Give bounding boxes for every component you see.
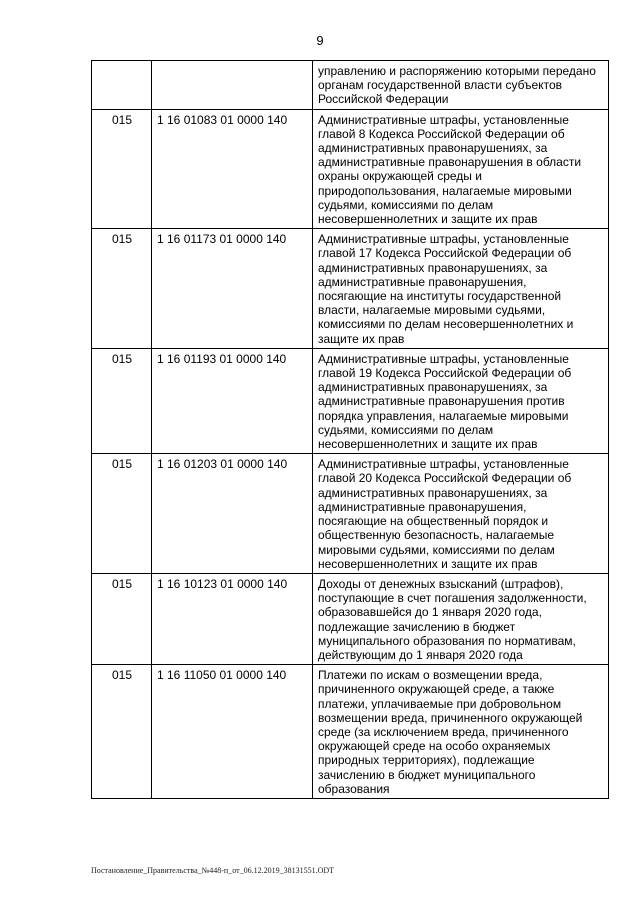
description-line: комиссиями по делам несовершеннолетних и xyxy=(318,317,574,332)
admin-code-cell: 015 xyxy=(92,454,152,574)
description-line: образовавшейся до 1 января 2020 года, xyxy=(318,605,542,620)
description-line: несовершеннолетних и защите их прав xyxy=(318,212,538,227)
document-footer: Постановление_Правительства_№448-п_от_06.12.2019_38131551.ODT xyxy=(91,866,335,875)
budget-classification-code-cell xyxy=(152,61,313,110)
description-line: несовершеннолетних и защите их прав xyxy=(318,556,538,571)
table-row xyxy=(92,61,609,110)
description-line: защите их прав xyxy=(318,331,405,346)
description-line: Доходы от денежных взысканий (штрафов), xyxy=(318,576,564,591)
admin-code-cell: 015 xyxy=(92,109,152,229)
description-line: административных правонарушениях, за xyxy=(318,141,548,156)
table-row xyxy=(92,573,609,664)
description-line: Российской Федерации xyxy=(318,92,449,107)
description-line: Административные штрафы, установленные xyxy=(318,351,569,366)
admin-code-cell: 015 xyxy=(92,229,152,349)
budget-classification-code-cell: 1 16 11050 01 0000 140 xyxy=(152,665,313,799)
table-row xyxy=(92,109,609,229)
description-line: несовершеннолетних и защите их прав xyxy=(318,437,538,452)
revenue-description-cell xyxy=(313,61,609,110)
revenue-description-cell xyxy=(313,109,609,229)
admin-code-cell: 015 xyxy=(92,665,152,799)
budget-classification-code-cell: 1 16 10123 01 0000 140 xyxy=(152,573,313,664)
budget-classification-code-cell: 1 16 01203 01 0000 140 xyxy=(152,454,313,574)
budget-classification-code-cell: 1 16 01083 01 0000 140 xyxy=(152,109,313,229)
description-line: административные правонарушения, xyxy=(318,499,527,514)
description-line: судьями, комиссиями по делам xyxy=(318,422,494,437)
description-line: управлению и распоряжению которыми передано xyxy=(318,64,596,78)
description-line: зачислению в бюджет муниципального xyxy=(318,767,536,782)
description-line: власти, налагаемые мировыми судьями, xyxy=(318,303,546,318)
description-line: Административные штрафы, установленные xyxy=(318,112,569,127)
description-line: административные правонарушения в области xyxy=(318,155,582,170)
description-line: административные правонарушения против xyxy=(318,394,565,409)
description-line: общественную безопасность, налагаемые xyxy=(318,528,555,543)
revenue-description-cell xyxy=(313,665,609,799)
description-line: Административные штрафы, установленные xyxy=(318,232,569,247)
description-line: посягающие на общественный порядок и xyxy=(318,514,549,529)
description-line: главой 19 Кодекса Российской Федерации об xyxy=(318,366,572,381)
description-line: судьями, комиссиями по делам xyxy=(318,197,494,212)
description-line: административных правонарушениях, за xyxy=(318,380,548,395)
description-line: образования xyxy=(318,781,390,796)
table-row xyxy=(92,454,609,574)
revenue-description-cell xyxy=(313,454,609,574)
table-row xyxy=(92,348,609,453)
description-line: административные правонарушения, xyxy=(318,274,527,289)
revenue-description-cell xyxy=(313,348,609,453)
description-line: административных правонарушениях, за xyxy=(318,485,548,500)
revenue-codes-table xyxy=(91,60,609,799)
table-body xyxy=(92,61,609,799)
table-row xyxy=(92,229,609,349)
description-line: посягающие на институты государственной xyxy=(318,289,562,304)
description-line: среде (за исключением вреда, причиненного xyxy=(318,724,569,739)
budget-classification-code-cell: 1 16 01173 01 0000 140 xyxy=(152,229,313,349)
description-line: природопользования, налагаемые мировыми xyxy=(318,183,572,198)
description-line: возмещении вреда, причиненного окружающей xyxy=(318,710,583,725)
description-line: поступающие в счет погашения задолженности, xyxy=(318,591,587,606)
description-line: природных территориях), подлежащие xyxy=(318,753,535,768)
table-row xyxy=(92,665,609,799)
description-line: подлежащие зачислению в бюджет xyxy=(318,619,516,634)
admin-code-cell: 015 xyxy=(92,348,152,453)
description-line: административных правонарушениях, за xyxy=(318,260,548,275)
description-line: органам государственной власти субъектов xyxy=(318,78,563,93)
description-line: главой 8 Кодекса Российской Федерации об xyxy=(318,126,565,141)
description-line: действующим до 1 января 2020 года xyxy=(318,647,523,662)
description-line: Платежи по искам о возмещении вреда, xyxy=(318,668,543,683)
description-line: главой 20 Кодекса Российской Федерации об xyxy=(318,471,572,486)
budget-classification-code-cell: 1 16 01193 01 0000 140 xyxy=(152,348,313,453)
admin-code-cell: 015 xyxy=(92,573,152,664)
admin-code-cell xyxy=(92,61,152,110)
description-line: причиненного окружающей среде, а также xyxy=(318,682,555,697)
description-line: мировыми судьями, комиссиями по делам xyxy=(318,542,555,557)
revenue-description-cell xyxy=(313,573,609,664)
revenue-description-cell xyxy=(313,229,609,349)
description-line: муниципального образования по нормативам, xyxy=(318,633,576,648)
description-line: главой 17 Кодекса Российской Федерации об xyxy=(318,246,572,261)
description-line: порядка управления, налагаемые мировыми xyxy=(318,408,569,423)
description-line: охраны окружающей среды и xyxy=(318,169,482,184)
description-line: окружающей среде на особо охраняемых xyxy=(318,739,551,754)
page-number: 9 xyxy=(316,33,324,48)
description-line: платежи, уплачиваемые при добровольном xyxy=(318,696,562,711)
description-line: Административные штрафы, установленные xyxy=(318,457,569,472)
